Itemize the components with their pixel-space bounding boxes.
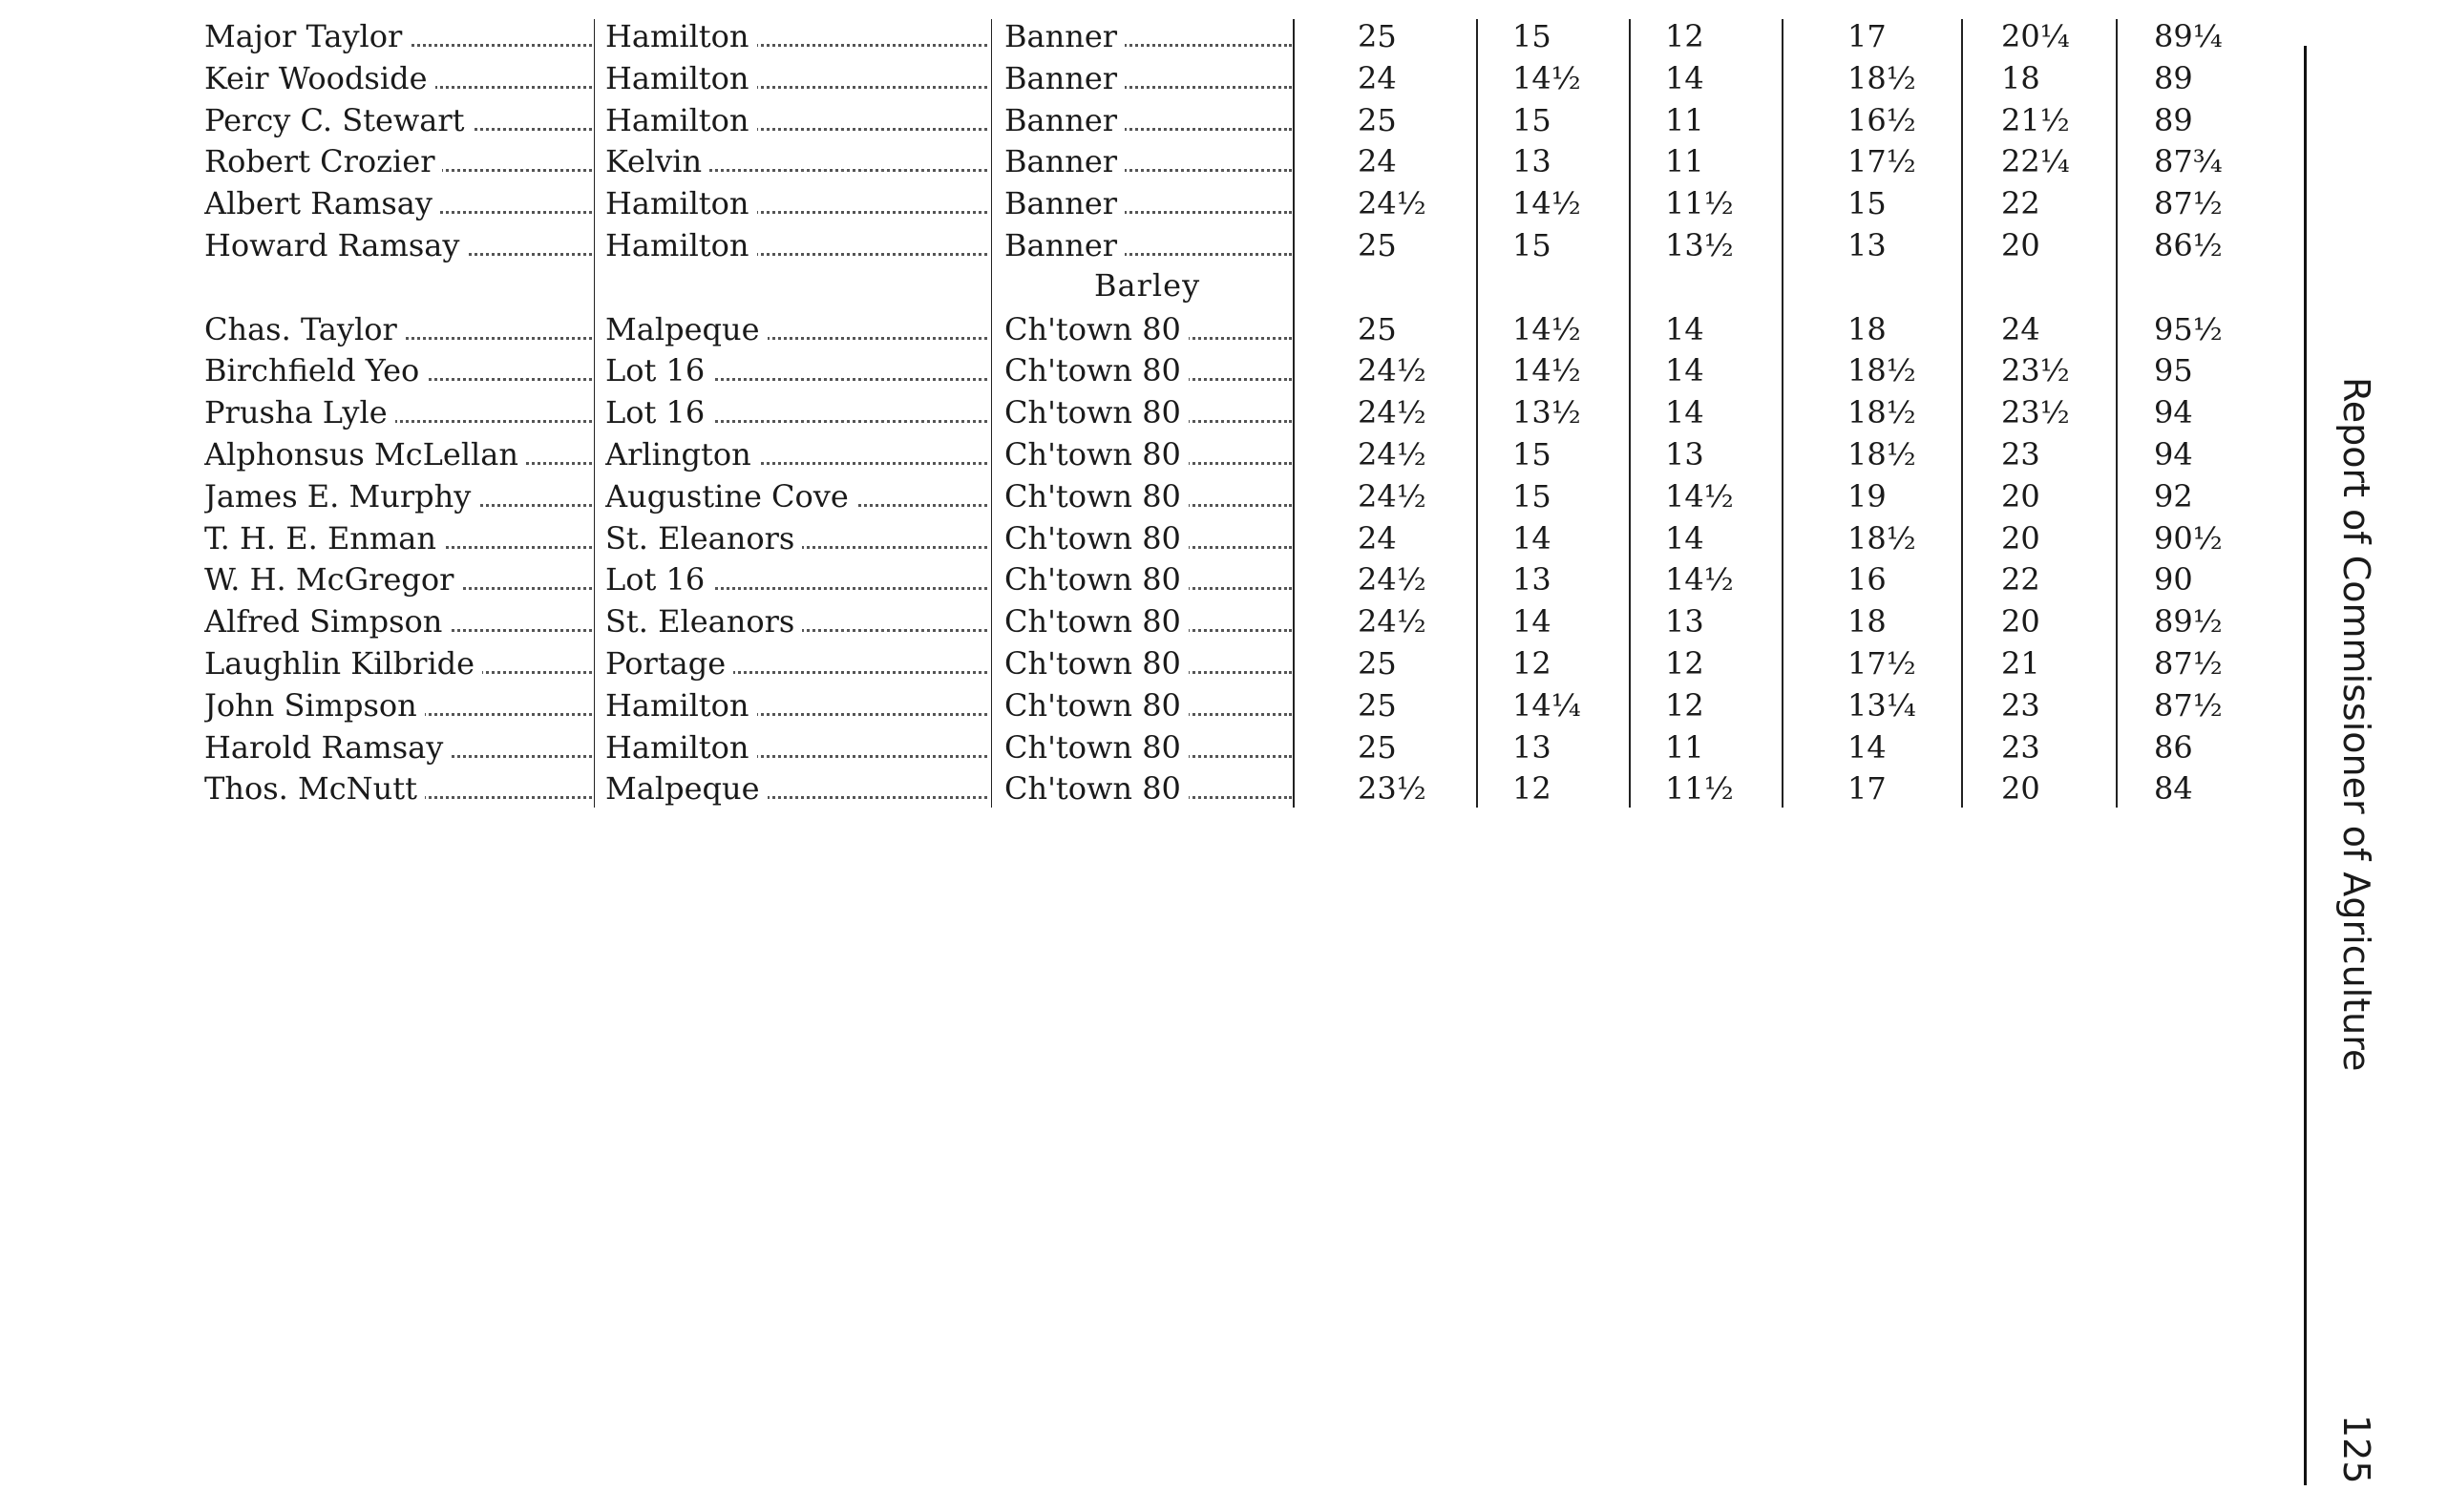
- grain-variety: [1004, 99, 1296, 141]
- exhibitor-address: [605, 517, 991, 559]
- exhibitor-address-text: St. Eleanors: [605, 520, 802, 556]
- score-cell: 11: [1665, 143, 1704, 180]
- exhibitor-name-text: Howard Ramsay: [204, 227, 467, 263]
- exhibitor-address-text: Hamilton: [605, 729, 757, 766]
- score-cell: 24½: [1358, 603, 1426, 640]
- column-separator: [991, 19, 992, 808]
- exhibitor-name: [204, 15, 596, 57]
- score-cell: 87¾: [2154, 143, 2223, 180]
- exhibitor-address: [605, 15, 991, 57]
- score-cell: 24: [1358, 59, 1397, 96]
- score-cell: 13½: [1665, 227, 1734, 263]
- grain-variety-text: Ch'town 80: [1004, 394, 1189, 430]
- score-cell: 92: [2154, 477, 2193, 514]
- score-cell: 24½: [1358, 561, 1426, 598]
- score-cell: 14: [1665, 394, 1704, 431]
- score-cell: 89¼: [2154, 18, 2223, 54]
- score-cell: 18½: [1847, 352, 1916, 389]
- exhibitor-address-text: Hamilton: [605, 60, 757, 96]
- exhibitor-address-text: Lot 16: [605, 394, 712, 430]
- score-cell: 13: [1512, 143, 1551, 180]
- exhibitor-address-text: Hamilton: [605, 102, 757, 138]
- grain-variety-text: Ch'town 80: [1004, 770, 1189, 807]
- grain-variety-text: Ch'town 80: [1004, 645, 1189, 682]
- exhibitor-name-text: Albert Ramsay: [204, 185, 440, 221]
- table-row: [0, 182, 2291, 224]
- exhibitor-name: [204, 726, 596, 768]
- score-cell: 15: [1847, 185, 1887, 222]
- score-cell: 16: [1847, 561, 1887, 598]
- grain-variety: [1004, 726, 1296, 768]
- exhibitor-name-text: Birchfield Yeo: [204, 352, 427, 388]
- exhibitor-address: [605, 767, 991, 809]
- score-cell: 18½: [1847, 436, 1916, 472]
- score-cell: 15: [1512, 436, 1551, 472]
- table-row: [0, 558, 2291, 600]
- exhibitor-address: [605, 558, 991, 600]
- exhibitor-address: [605, 349, 991, 391]
- score-cell: 12: [1665, 686, 1704, 724]
- grain-variety-text: Ch'town 80: [1004, 436, 1189, 472]
- grain-variety: [1004, 182, 1296, 224]
- exhibitor-name-text: Robert Crozier: [204, 143, 442, 179]
- score-cell: 90½: [2154, 519, 2223, 556]
- score-cell: 23½: [2001, 394, 2070, 431]
- exhibitor-name-text: Harold Ramsay: [204, 729, 451, 766]
- score-cell: 18: [1847, 603, 1887, 640]
- score-cell: 20: [2001, 603, 2040, 640]
- score-cell: 15: [1512, 18, 1551, 54]
- exhibitor-name: [204, 767, 596, 809]
- column-separator: [1476, 19, 1478, 808]
- score-cell: 87½: [2154, 645, 2223, 682]
- exhibitor-name-text: W. H. McGregor: [204, 561, 461, 598]
- score-cell: 24: [1358, 143, 1397, 180]
- grain-variety-text: Banner: [1004, 143, 1125, 179]
- score-cell: 11½: [1665, 185, 1734, 222]
- exhibitor-name: [204, 684, 596, 726]
- exhibitor-address: [605, 140, 991, 182]
- score-cell: 14: [1512, 519, 1551, 556]
- score-cell: 95½: [2154, 310, 2223, 347]
- score-cell: 15: [1512, 477, 1551, 514]
- exhibitor-address-text: Lot 16: [605, 352, 712, 388]
- exhibitor-name-text: Alphonsus McLellan: [204, 436, 526, 472]
- score-cell: 16½: [1847, 101, 1916, 138]
- column-separator: [1629, 19, 1631, 808]
- score-cell: 24½: [1358, 352, 1426, 389]
- score-cell: 89: [2154, 59, 2193, 96]
- page-number: 125: [2335, 1415, 2377, 1484]
- grain-variety: [1004, 433, 1296, 475]
- grain-variety-text: Banner: [1004, 185, 1125, 221]
- score-cell: 23: [2001, 728, 2040, 766]
- score-cell: 13: [1512, 728, 1551, 766]
- exhibitor-name-text: Thos. McNutt: [204, 770, 425, 807]
- score-cell: 14½: [1665, 477, 1734, 514]
- table-row: [0, 726, 2291, 768]
- grain-variety: [1004, 558, 1296, 600]
- exhibitor-address-text: Kelvin: [605, 143, 709, 179]
- score-cell: 12: [1512, 645, 1551, 682]
- table-row: [0, 349, 2291, 391]
- score-cell: 13: [1665, 436, 1704, 472]
- score-cell: 12: [1512, 770, 1551, 808]
- exhibitor-name-text: Percy C. Stewart: [204, 102, 473, 138]
- score-cell: 23½: [1358, 770, 1426, 808]
- exhibitor-name: [204, 558, 596, 600]
- score-cell: 20: [2001, 477, 2040, 514]
- score-cell: 24: [2001, 310, 2040, 347]
- exhibitor-name-text: Chas. Taylor: [204, 311, 405, 347]
- grain-variety-text: Banner: [1004, 60, 1125, 96]
- score-cell: 18: [1847, 310, 1887, 347]
- score-cell: 13½: [1512, 394, 1581, 431]
- exhibitor-address: [605, 600, 991, 642]
- score-cell: 20: [2001, 770, 2040, 808]
- table-row: [0, 57, 2291, 99]
- score-cell: 15: [1512, 227, 1551, 263]
- grain-variety-text: Banner: [1004, 18, 1125, 54]
- score-cell: 14½: [1665, 561, 1734, 598]
- exhibitor-address-text: Hamilton: [605, 227, 757, 263]
- table-row: [0, 600, 2291, 642]
- exhibitor-address-text: Augustine Cove: [605, 478, 856, 514]
- score-cell: 13¼: [1847, 686, 1916, 724]
- exhibitor-name: [204, 308, 596, 350]
- table-row: [0, 684, 2291, 726]
- score-cell: 23: [2001, 436, 2040, 472]
- exhibitor-address-text: Hamilton: [605, 687, 757, 724]
- score-cell: 14½: [1512, 185, 1581, 222]
- score-cell: 14: [1512, 603, 1551, 640]
- score-cell: 14: [1665, 352, 1704, 389]
- score-cell: 19: [1847, 477, 1887, 514]
- score-cell: 94: [2154, 394, 2193, 431]
- score-cell: 23: [2001, 686, 2040, 724]
- score-cell: 14¼: [1512, 686, 1581, 724]
- score-cell: 12: [1665, 18, 1704, 54]
- score-cell: 23½: [2001, 352, 2070, 389]
- table-row: [0, 99, 2291, 141]
- score-cell: 24½: [1358, 185, 1426, 222]
- score-cell: 95: [2154, 352, 2193, 389]
- grain-variety-text: Ch'town 80: [1004, 687, 1189, 724]
- score-cell: 15: [1512, 101, 1551, 138]
- grain-variety-text: Banner: [1004, 102, 1125, 138]
- exhibitor-address-text: Malpeque: [605, 770, 768, 807]
- grain-variety: [1004, 517, 1296, 559]
- exhibitor-address: [605, 684, 991, 726]
- score-cell: 20¼: [2001, 18, 2070, 54]
- score-cell: 94: [2154, 436, 2193, 472]
- score-cell: 89½: [2154, 603, 2223, 640]
- table-row: [0, 517, 2291, 559]
- grain-variety: [1004, 15, 1296, 57]
- exhibitor-address-text: Arlington: [605, 436, 759, 472]
- exhibitor-name-text: Major Taylor: [204, 18, 410, 54]
- score-cell: 25: [1358, 18, 1397, 54]
- score-cell: 25: [1358, 101, 1397, 138]
- column-separator: [1961, 19, 1963, 808]
- exhibitor-address-text: Hamilton: [605, 18, 757, 54]
- exhibitor-name-text: Prusha Lyle: [204, 394, 395, 430]
- exhibitor-name: [204, 57, 596, 99]
- exhibitor-name-text: James E. Murphy: [204, 478, 478, 514]
- score-cell: 14½: [1512, 59, 1581, 96]
- score-cell: 25: [1358, 310, 1397, 347]
- exhibitor-address-text: Hamilton: [605, 185, 757, 221]
- table-row: [0, 642, 2291, 684]
- grain-variety-text: Ch'town 80: [1004, 603, 1189, 640]
- exhibitor-name: [204, 140, 596, 182]
- exhibitor-name-text: John Simpson: [204, 687, 425, 724]
- score-cell: 14½: [1512, 310, 1581, 347]
- exhibitor-name: [204, 600, 596, 642]
- exhibitor-address: [605, 726, 991, 768]
- score-cell: 13: [1847, 227, 1887, 263]
- grain-variety: [1004, 642, 1296, 684]
- score-cell: 17: [1847, 770, 1887, 808]
- score-cell: 18: [2001, 59, 2040, 96]
- score-cell: 14: [1665, 310, 1704, 347]
- score-cell: 11½: [1665, 770, 1734, 808]
- table-row: [0, 475, 2291, 517]
- exhibitor-name-text: T. H. E. Enman: [204, 520, 444, 556]
- exhibitor-address: [605, 642, 991, 684]
- grain-variety-text: Banner: [1004, 227, 1125, 263]
- score-cell: 84: [2154, 770, 2193, 808]
- exhibitor-address: [605, 57, 991, 99]
- grain-variety-text: Ch'town 80: [1004, 352, 1189, 388]
- grain-variety: [1004, 600, 1296, 642]
- grain-variety: [1004, 391, 1296, 433]
- margin-rule: [2304, 46, 2307, 1485]
- score-cell: 86: [2154, 728, 2193, 766]
- grain-variety-text: Ch'town 80: [1004, 520, 1189, 556]
- exhibitor-name: [204, 517, 596, 559]
- score-cell: 21½: [2001, 101, 2070, 138]
- section-label: Barley: [1094, 266, 1201, 304]
- grain-variety: [1004, 349, 1296, 391]
- exhibitor-name-text: Alfred Simpson: [204, 603, 450, 640]
- score-cell: 25: [1358, 227, 1397, 263]
- score-cell: 25: [1358, 645, 1397, 682]
- score-cell: 87½: [2154, 185, 2223, 222]
- score-cell: 22¼: [2001, 143, 2070, 180]
- score-cell: 86½: [2154, 227, 2223, 263]
- score-cell: 11: [1665, 101, 1704, 138]
- score-cell: 17½: [1847, 143, 1916, 180]
- exhibitor-name: [204, 182, 596, 224]
- exhibitor-address: [605, 308, 991, 350]
- grain-variety: [1004, 475, 1296, 517]
- score-cell: 24½: [1358, 477, 1426, 514]
- exhibitor-address: [605, 475, 991, 517]
- score-cell: 17: [1847, 18, 1887, 54]
- column-separator: [1782, 19, 1783, 808]
- score-cell: 24: [1358, 519, 1397, 556]
- score-cell: 90: [2154, 561, 2193, 598]
- score-cell: 21: [2001, 645, 2040, 682]
- score-cell: 14: [1665, 59, 1704, 96]
- exhibitor-name: [204, 349, 596, 391]
- exhibitor-name: [204, 99, 596, 141]
- score-cell: 14: [1665, 519, 1704, 556]
- score-cell: 20: [2001, 519, 2040, 556]
- grain-variety: [1004, 767, 1296, 809]
- exhibitor-address-text: St. Eleanors: [605, 603, 802, 640]
- grain-variety-text: Ch'town 80: [1004, 478, 1189, 514]
- table-row: [0, 308, 2291, 350]
- score-cell: 22: [2001, 561, 2040, 598]
- exhibitor-name: [204, 391, 596, 433]
- score-cell: 20: [2001, 227, 2040, 263]
- score-cell: 89: [2154, 101, 2193, 138]
- table-row: [0, 433, 2291, 475]
- score-cell: 18½: [1847, 394, 1916, 431]
- exhibitor-address-text: Malpeque: [605, 311, 768, 347]
- score-cell: 24½: [1358, 394, 1426, 431]
- exhibitor-address: [605, 391, 991, 433]
- table-row: [0, 767, 2291, 809]
- score-cell: 87½: [2154, 686, 2223, 724]
- exhibitor-name-text: Keir Woodside: [204, 60, 435, 96]
- exhibitor-name: [204, 224, 596, 266]
- table-row: [0, 391, 2291, 433]
- grain-variety: [1004, 140, 1296, 182]
- grain-variety: [1004, 308, 1296, 350]
- exhibitor-address-text: Portage: [605, 645, 733, 682]
- score-cell: 13: [1512, 561, 1551, 598]
- grain-variety-text: Ch'town 80: [1004, 311, 1189, 347]
- score-cell: 22: [2001, 185, 2040, 222]
- exhibitor-address-text: Lot 16: [605, 561, 712, 598]
- table-row: [0, 224, 2291, 266]
- score-cell: 14½: [1512, 352, 1581, 389]
- column-separator: [1293, 19, 1295, 808]
- grain-variety-text: Ch'town 80: [1004, 561, 1189, 598]
- grain-variety-text: Ch'town 80: [1004, 729, 1189, 766]
- grain-variety: [1004, 57, 1296, 99]
- exhibitor-address: [605, 182, 991, 224]
- score-cell: 11: [1665, 728, 1704, 766]
- grain-variety: [1004, 684, 1296, 726]
- exhibitor-name: [204, 642, 596, 684]
- exhibitor-address: [605, 224, 991, 266]
- score-cell: 25: [1358, 728, 1397, 766]
- grain-variety: [1004, 224, 1296, 266]
- score-cell: 18½: [1847, 59, 1916, 96]
- column-separator: [594, 19, 595, 808]
- running-head: Report of Commissioner of Agriculture: [2335, 377, 2377, 1072]
- exhibitor-address: [605, 433, 991, 475]
- score-cell: 12: [1665, 645, 1704, 682]
- score-cell: 24½: [1358, 436, 1426, 472]
- score-cell: 14: [1847, 728, 1887, 766]
- score-cell: 18½: [1847, 519, 1916, 556]
- table-row: [0, 15, 2291, 57]
- column-separator: [2116, 19, 2118, 808]
- score-cell: 17½: [1847, 645, 1916, 682]
- exhibitor-address: [605, 99, 991, 141]
- exhibitor-name-text: Laughlin Kilbride: [204, 645, 482, 682]
- exhibitor-name: [204, 475, 596, 517]
- exhibitor-name: [204, 433, 596, 475]
- score-cell: 13: [1665, 603, 1704, 640]
- score-cell: 25: [1358, 686, 1397, 724]
- table-row: [0, 140, 2291, 182]
